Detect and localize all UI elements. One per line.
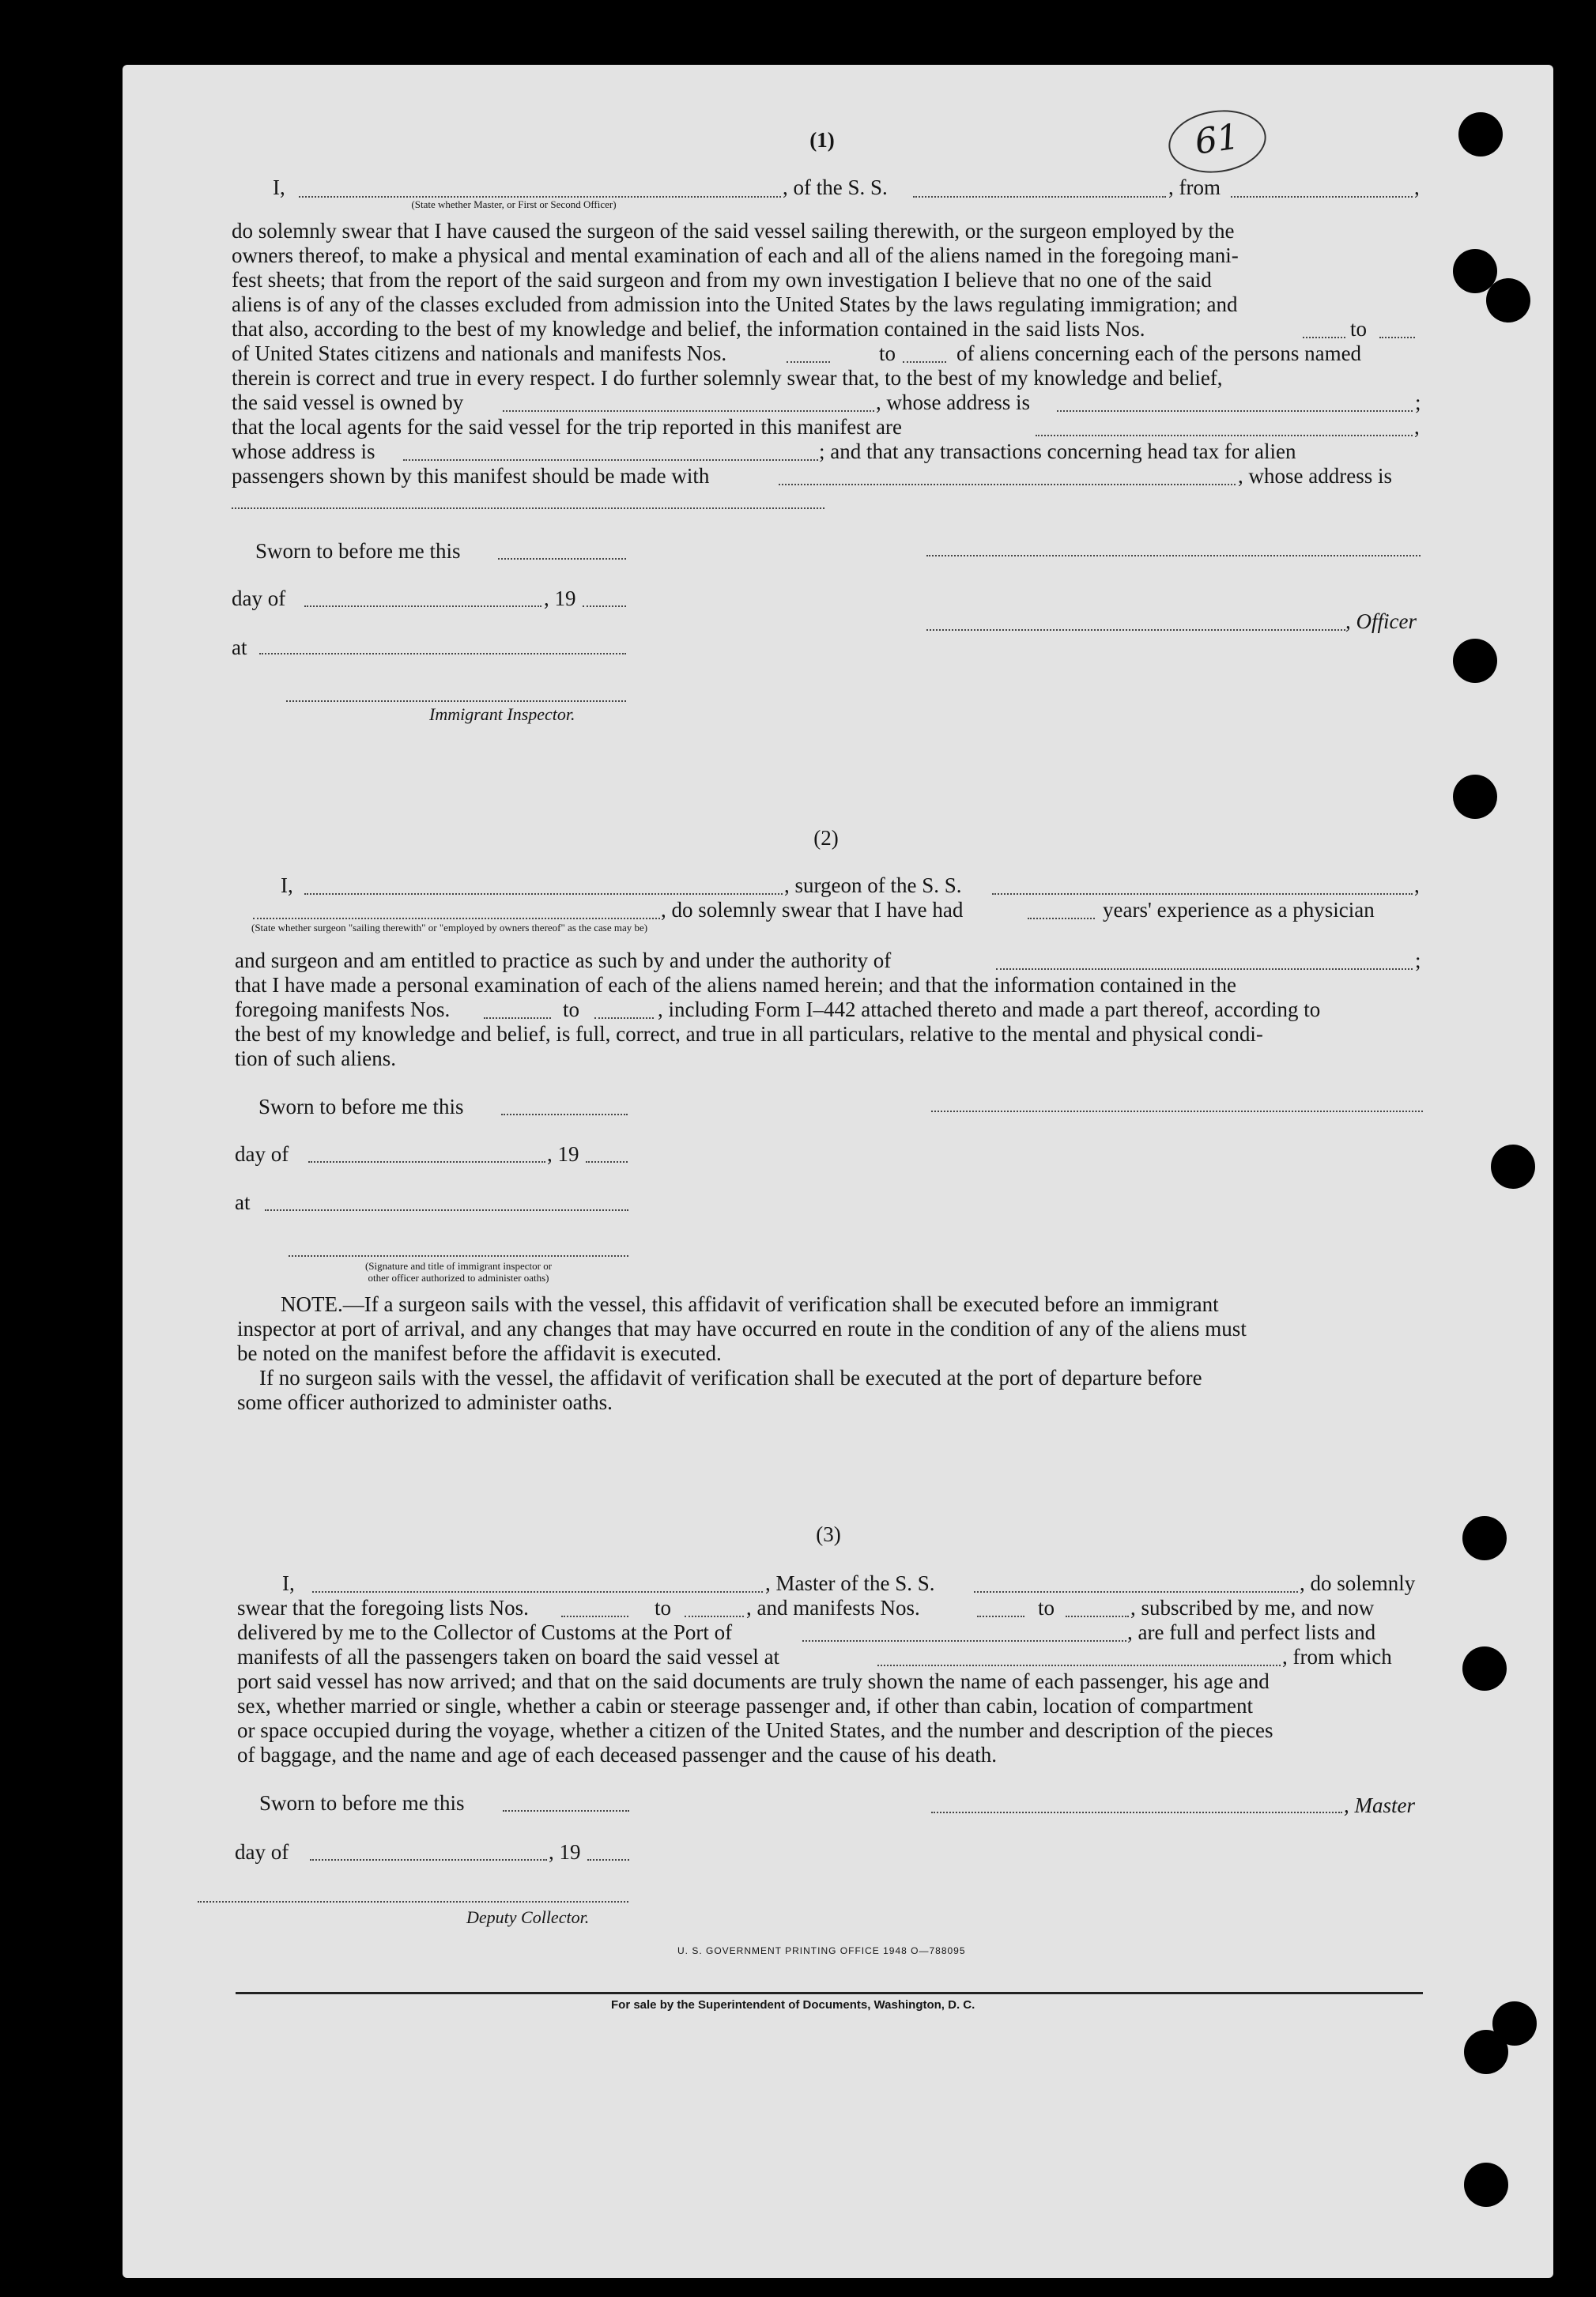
s2-at: at [235, 1190, 251, 1214]
s2-sworn-blank [501, 1114, 628, 1115]
s1-line: therein is correct and true in every respect. I do further solemnly swear that, to the best of my knowledge and belief, [232, 366, 1223, 390]
s3-year: , 19 [549, 1840, 581, 1864]
s2-note-line-2: inspector at port of arrival, and any changes that may have occurred en route in the condition of any of the aliens must [237, 1317, 1247, 1341]
s3-lists-to [685, 1616, 744, 1617]
s2-note-text: —If a surgeon sails with the vessel, this affidavit of verification shall be executed before an immigrant [342, 1292, 1219, 1316]
s3-collector-line [198, 1901, 628, 1903]
s3-line: of baggage, and the name and age of each deceased passenger and the cause of his death. [237, 1743, 998, 1767]
s3-line2d: to [1038, 1596, 1055, 1620]
s2-sig-note-1: (Signature and title of immigrant inspector or [364, 1260, 553, 1272]
handwritten-page-number: 61 [1164, 104, 1270, 179]
s3-year-blank [587, 1859, 629, 1861]
s2-line5a: foregoing manifests Nos. [235, 998, 451, 1021]
punch-hole [1453, 639, 1497, 683]
s2-signature-line [931, 1111, 1423, 1112]
s3-line2c: , and manifests Nos. [746, 1596, 920, 1620]
section-1-number: (1) [809, 128, 835, 152]
printing-office-imprint: U. S. GOVERNMENT PRINTING OFFICE 1948 O—788095 [677, 1945, 966, 1956]
punch-hole [1464, 2030, 1508, 2074]
s2-type-blank [253, 918, 660, 919]
s2-comma: , [1414, 873, 1420, 897]
s2-authority-blank [996, 968, 1413, 970]
s1-at-blank [259, 653, 626, 654]
s3-master-line [931, 1812, 1342, 1813]
s2-line2a: , do solemnly swear that I have had [661, 898, 964, 922]
punch-hole [1464, 2163, 1508, 2207]
s2-year-blank [586, 1161, 628, 1163]
s1-from: , from [1168, 175, 1221, 199]
s1-line: that also, according to the best of my knowledge and belief, the information contained in the said lists Nos. [232, 317, 1145, 341]
s2-line6: the best of my knowledge and belief, is full, correct, and true in all particulars, relative to the mental and physical condi- [235, 1022, 1263, 1046]
s3-line3b: , are full and perfect lists and [1127, 1620, 1376, 1644]
s2-day-of: day of [235, 1142, 289, 1166]
s3-line2a: swear that the foregoing lists Nos. [237, 1596, 529, 1620]
s3-line2b: to [655, 1596, 672, 1620]
s1-of-ss: , of the S. S. [783, 175, 888, 199]
s1-head-tax: ; and that any transactions concerning head tax for alien [819, 439, 1296, 463]
s3-manifests-to [1066, 1616, 1129, 1617]
s1-to: to [1350, 317, 1368, 341]
s2-semicolon: ; [1415, 949, 1421, 972]
s1-inspector: Immigrant Inspector. [429, 704, 575, 724]
s3-sworn-blank [503, 1810, 629, 1812]
s2-day-blank [308, 1161, 545, 1163]
s3-day-of: day of [235, 1840, 289, 1864]
s2-year: , 19 [547, 1142, 579, 1166]
s3-line4b: , from which [1282, 1645, 1392, 1669]
s2-line7: tion of such aliens. [235, 1047, 396, 1070]
s2-at-blank [265, 1209, 628, 1211]
s1-manifests-from [787, 361, 830, 363]
s1-line: fest sheets; that from the report of the said surgeon and from my own investigation I believe that no one of the said [232, 268, 1212, 292]
s1-agent-address-blank [403, 459, 818, 461]
s3-line3a: delivered by me to the Collector of Customs at the Port of [237, 1620, 733, 1644]
s1-line: the said vessel is owned by [232, 390, 464, 414]
s1-line: owners thereof, to make a physical and mental examination of each and all of the aliens named in the foregoing mani- [232, 243, 1239, 267]
s1-line: aliens is of any of the classes excluded from admission into the United States by the laws regulating immigration; and [232, 292, 1238, 316]
s1-line: do solemnly swear that I have caused the surgeon of the said vessel sailing therewith, or the surgeon employed by the [232, 219, 1235, 243]
s2-line4: that I have made a personal examination of each of the aliens named herein; and that the information contained in the [235, 973, 1237, 997]
s1-sworn: Sworn to before me this [255, 539, 461, 563]
s2-name-blank [304, 893, 783, 895]
section-2-number: (2) [813, 826, 839, 850]
s3-port-blank [802, 1640, 1126, 1642]
s1-year: , 19 [544, 587, 576, 610]
s1-line: that the local agents for the said vessel for the trip reported in this manifest are [232, 415, 902, 439]
s1-line: of United States citizens and nationals and manifests Nos. [232, 341, 727, 365]
s1-signature-line [926, 555, 1421, 556]
s1-owner-address-blank [1057, 410, 1413, 412]
s1-agents-blank [1036, 435, 1413, 436]
s2-note-label: NOTE. [281, 1292, 343, 1316]
s1-year-blank [583, 605, 626, 607]
s3-departure-blank [877, 1665, 1281, 1666]
s3-line4a: manifests of all the passengers taken on board the said vessel at [237, 1645, 780, 1669]
s1-name-blank [299, 196, 781, 198]
s1-line: whose address is [232, 439, 375, 463]
s2-note: (State whether surgeon "sailing therewith" or "employed by owners thereof" as the case may be) [251, 922, 648, 934]
s3-name-blank [312, 1591, 763, 1593]
s1-at: at [232, 636, 247, 659]
s3-do-solemnly: , do solemnly [1300, 1571, 1416, 1595]
s1-comma: , [1414, 415, 1420, 439]
s3-manifests-from [977, 1616, 1024, 1617]
s3-deputy: Deputy Collector. [466, 1907, 590, 1927]
s1-lists-to [1379, 337, 1415, 338]
s1-from-blank [1231, 196, 1413, 198]
s2-note-line-3: be noted on the manifest before the affidavit is executed. [237, 1341, 722, 1365]
punch-hole [1486, 278, 1530, 322]
s1-owner-blank [503, 410, 874, 412]
s2-surgeon-of: , surgeon of the S. S. [784, 873, 962, 897]
s2-manifest-to [594, 1017, 654, 1019]
s1-note: (State whether Master, or First or Second Officer) [411, 198, 617, 210]
s1-whose-address: , whose address is [876, 390, 1030, 414]
s1-comma: , [1414, 175, 1420, 199]
s2-ship-blank [992, 893, 1413, 895]
s2-manifest-from [484, 1017, 551, 1019]
s2-line5b: to [563, 998, 580, 1021]
s2-sig-note-2: other officer authorized to administer oaths) [368, 1272, 549, 1284]
s2-sworn: Sworn to before me this [258, 1095, 464, 1118]
s3-master-of: , Master of the S. S. [765, 1571, 935, 1595]
s3-sworn: Sworn to before me this [259, 1791, 465, 1815]
footer-rule [236, 1992, 1423, 1994]
s1-address-blank [232, 507, 824, 509]
s1-to: to [879, 341, 896, 365]
s2-years-blank [1028, 918, 1095, 919]
s3-i: I, [282, 1571, 295, 1595]
s3-line: sex, whether married or single, whether a cabin or steerage passenger and, if other than cabin, location of compartment [237, 1694, 1254, 1718]
s2-line3: and surgeon and am entitled to practice as such by and under the authority of [235, 949, 892, 972]
punch-hole [1462, 1516, 1507, 1560]
s3-line2e: , subscribed by me, and now [1130, 1596, 1375, 1620]
s1-lists-from [1303, 337, 1345, 338]
punch-hole [1462, 1646, 1507, 1691]
s2-note-line-1 [281, 1292, 1219, 1317]
s1-ship-blank [913, 196, 1166, 198]
punch-hole [1453, 775, 1497, 819]
punch-hole [1458, 112, 1503, 157]
s1-whose-address: , whose address is [1238, 464, 1392, 488]
s2-note2-line-2: some officer authorized to administer oaths. [237, 1390, 613, 1414]
s1-day-blank [304, 605, 541, 607]
s2-i: I, [281, 873, 293, 897]
s1-officer-line [926, 629, 1345, 631]
s3-lists-from [561, 1616, 628, 1617]
s3-ship-blank [974, 1591, 1298, 1593]
s3-line: or space occupied during the voyage, whether a citizen of the United States, and the number and description of the pieces [237, 1718, 1273, 1742]
section-3-number: (3) [816, 1522, 841, 1546]
s1-line: passengers shown by this manifest should be made with [232, 464, 710, 488]
s1-of-aliens: of aliens concerning each of the persons named [956, 341, 1362, 365]
s1-i: I, [273, 175, 285, 199]
s1-officer: , Officer [1345, 609, 1417, 633]
s3-line: port said vessel has now arrived; and that on the said documents are truly shown the name of each passenger, his age and [237, 1669, 1270, 1693]
s2-line2b: years' experience as a physician [1103, 898, 1375, 922]
s3-master: , Master [1344, 1793, 1415, 1817]
footer-sale-note: For sale by the Superintendent of Documents, Washington, D. C. [611, 1998, 975, 2012]
s1-manifests-to [903, 361, 946, 363]
s1-semicolon: ; [1415, 390, 1421, 414]
s3-day-blank [310, 1859, 547, 1861]
s2-officer-line [289, 1255, 628, 1257]
s1-head-tax-blank [779, 484, 1236, 485]
s2-line5c: , including Form I–442 attached thereto and made a part thereof, according to [658, 998, 1321, 1021]
s1-sworn-blank [498, 558, 626, 560]
s1-day-of: day of [232, 587, 286, 610]
s2-note2-line-1: If no surgeon sails with the vessel, the affidavit of verification shall be executed at the port of departure before [259, 1366, 1202, 1390]
punch-hole [1491, 1145, 1535, 1189]
